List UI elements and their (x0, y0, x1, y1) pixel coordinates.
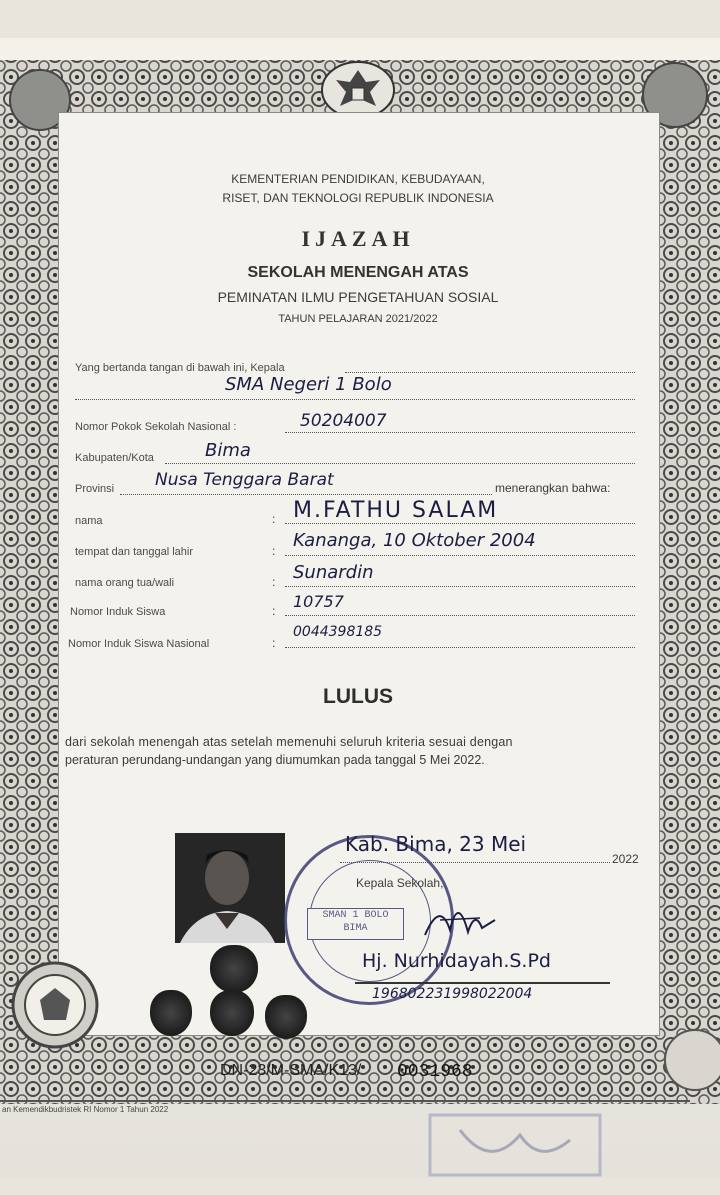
province-label: Provinsi (75, 483, 115, 495)
dotted-line (285, 523, 635, 524)
ministry-line-1: KEMENTERIAN PENDIDIKAN, KEBUDAYAAN, (231, 172, 485, 186)
npsn-value: 50204007 (300, 411, 387, 431)
colon: : (272, 604, 276, 618)
signatory-name: Hj. Nurhidayah.S.Pd (362, 950, 551, 972)
dotted-line (285, 615, 635, 616)
student-name: M.FATHU SALAM (293, 498, 499, 523)
dotted-line (285, 586, 635, 587)
fingerprint (265, 995, 307, 1039)
birth-label: tempat dan tanggal lahir (75, 546, 194, 558)
parent-value: Sunardin (293, 562, 374, 583)
ministry-line-2: RISET, DAN TEKNOLOGI REPUBLIK INDONESIA (222, 191, 494, 205)
signatory-nip: 196802231998022004 (372, 986, 533, 1002)
intro-label: Yang bertanda tangan di bawah ini, Kepala (75, 362, 285, 374)
nis-label: Nomor Induk Siswa (70, 606, 166, 618)
ministry-seal-icon (10, 960, 100, 1050)
school-level: SEKOLAH MENENGAH ATAS (247, 264, 469, 281)
npsn-label: Nomor Pokok Sekolah Nasional : (75, 421, 237, 433)
dotted-line (165, 463, 635, 464)
name-label: nama (75, 515, 103, 527)
stamp-line-1: SMAN 1 BOLO (322, 910, 389, 921)
fingerprint (150, 990, 192, 1036)
city-label: Kabupaten/Kota (75, 452, 154, 464)
dotted-line (120, 494, 492, 495)
stamp-label-box (307, 908, 404, 940)
signature-line (355, 982, 610, 984)
faint-stamp-mark (420, 1110, 610, 1180)
colon: : (272, 512, 276, 526)
fingerprint (210, 945, 258, 993)
colon: : (272, 544, 276, 558)
statement-line-1: dari sekolah menengah atas setelah memenuhi seluruh kriteria sesuai dengan (65, 735, 513, 749)
academic-year: TAHUN PELAJARAN 2021/2022 (278, 313, 438, 325)
signatory-title: Kepala Sekolah, (356, 876, 444, 890)
colon: : (272, 575, 276, 589)
birth-value: Kananga, 10 Oktober 2004 (293, 530, 536, 551)
city-value: Bima (205, 440, 251, 461)
declares-text: menerangkan bahwa: (495, 481, 611, 495)
colon: : (272, 636, 276, 650)
dotted-line (285, 555, 635, 556)
dotted-line (340, 862, 610, 863)
nisn-value: 0044398185 (293, 624, 383, 640)
student-photo (175, 833, 285, 943)
place-date: Kab. Bima, 23 Mei (345, 832, 527, 856)
graduation-status: LULUS (323, 685, 393, 708)
dotted-line (75, 399, 635, 400)
statement-line-2: peraturan perundang-undangan yang diumumkan pada tanggal 5 Mei 2022. (65, 753, 485, 767)
serial-number: 0031968 (397, 1062, 473, 1082)
signature-scribble (420, 890, 500, 950)
dotted-line (285, 647, 635, 648)
garuda-emblem-icon (318, 60, 398, 120)
province-value: Nusa Tenggara Barat (155, 470, 334, 490)
nisn-label: Nomor Induk Siswa Nasional (68, 638, 210, 650)
fingerprint (210, 990, 254, 1036)
footer-rule (0, 1100, 690, 1102)
parent-label: nama orang tua/wali (75, 577, 175, 589)
school-name: SMA Negeri 1 Bolo (225, 374, 392, 395)
document-title: IJAZAH (301, 226, 415, 251)
stamp-line-2: BIMA (343, 923, 368, 934)
signature-year: 2022 (612, 852, 639, 866)
serial-prefix: DN-23/M-SMA/K13/ (220, 1062, 362, 1079)
nis-value: 10757 (293, 592, 344, 611)
dotted-line (285, 432, 635, 433)
dotted-line (345, 372, 635, 373)
track-name: PEMINATAN ILMU PENGETAHUAN SOSIAL (217, 289, 499, 305)
regulation-note: an Kemendikbudristek RI Nomor 1 Tahun 2022 (2, 1105, 169, 1114)
